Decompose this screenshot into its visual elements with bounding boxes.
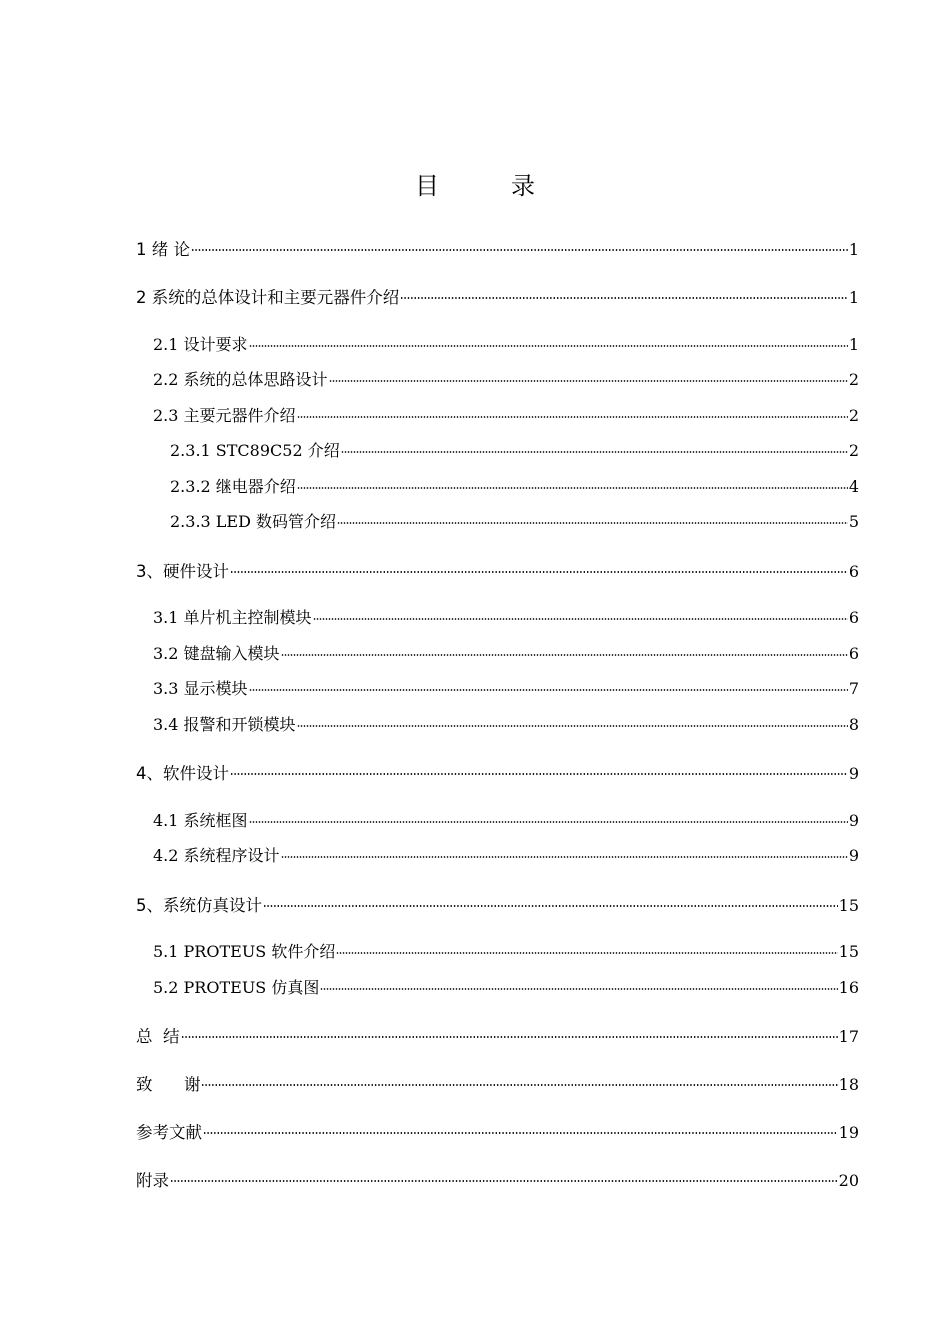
toc-entry-label: 2.3 主要元器件介绍 <box>153 406 296 425</box>
toc-dot-leader <box>329 380 848 382</box>
toc-entry-page: 16 <box>838 978 859 997</box>
toc-entry-page: 4 <box>848 477 859 496</box>
toc-dot-leader <box>336 952 837 954</box>
toc-dot-leader <box>297 725 848 727</box>
toc-dot-leader <box>181 1036 838 1038</box>
toc-entry-label: 总 结 <box>136 1027 180 1046</box>
toc-entry-label: 1 绪 论 <box>136 240 190 259</box>
toc-entry-page: 6 <box>848 644 859 663</box>
toc-entry-label: 4.2 系统程序设计 <box>153 846 280 865</box>
toc-entry[interactable] <box>153 939 859 963</box>
toc-entry-label: 3.4 报警和开锁模块 <box>153 715 296 734</box>
toc-entry-label: 3、硬件设计 <box>136 562 229 581</box>
toc-entry-label: 2.3.3 LED 数码管介绍 <box>170 512 337 531</box>
toc-entry[interactable] <box>153 843 859 867</box>
toc-entry-label: 参考文献 <box>136 1123 202 1142</box>
toc-dot-leader <box>297 416 848 418</box>
toc-entry-label: 5.2 PROTEUS 仿真图 <box>153 978 320 997</box>
toc-entry-page: 1 <box>848 240 859 259</box>
toc-dot-leader <box>337 522 848 524</box>
toc-dot-leader <box>341 451 848 453</box>
toc-dot-leader <box>249 821 848 823</box>
toc-entry[interactable] <box>153 641 859 665</box>
toc-entry-label: 致 谢 <box>136 1075 201 1094</box>
toc-entry-label: 4.1 系统框图 <box>153 811 248 830</box>
toc-dot-leader <box>249 345 848 347</box>
toc-entry[interactable] <box>136 1119 859 1143</box>
toc-entry[interactable] <box>153 367 859 391</box>
toc-entry[interactable] <box>153 712 859 736</box>
toc-entry[interactable] <box>136 1167 859 1191</box>
toc-dot-leader <box>400 297 848 299</box>
toc-entry-page: 17 <box>838 1027 859 1046</box>
toc-entry[interactable] <box>170 474 859 498</box>
toc-entry[interactable] <box>136 1023 859 1047</box>
toc-entry-label: 3.1 单片机主控制模块 <box>153 608 312 627</box>
toc-entry-page: 19 <box>838 1123 859 1142</box>
toc-entry-page: 6 <box>848 562 859 581</box>
toc-dot-leader <box>320 988 837 990</box>
toc-entry-label: 3.3 显示模块 <box>153 679 248 698</box>
toc-entry-page: 1 <box>848 288 859 307</box>
toc-dot-leader <box>263 905 838 907</box>
toc-entry[interactable] <box>170 509 859 533</box>
toc-dot-leader <box>297 487 848 489</box>
toc-entry-page: 2 <box>848 441 859 460</box>
toc-entry[interactable] <box>153 975 859 999</box>
page-title: 目 录 <box>415 172 559 200</box>
toc-entry-page: 15 <box>838 942 859 961</box>
toc-entry-label: 5.1 PROTEUS 软件介绍 <box>153 942 336 961</box>
toc-entry-page: 9 <box>848 846 859 865</box>
toc-entry-label: 2.1 设计要求 <box>153 335 248 354</box>
toc-entry-page: 18 <box>838 1075 859 1094</box>
toc-entry[interactable] <box>153 605 859 629</box>
toc-entry-label: 2.2 系统的总体思路设计 <box>153 370 328 389</box>
toc-entry-page: 5 <box>848 512 859 531</box>
toc-dot-leader <box>170 1180 838 1182</box>
toc-entry-page: 8 <box>848 715 859 734</box>
toc-entry[interactable] <box>136 892 859 916</box>
toc-entry-label: 2.3.2 继电器介绍 <box>170 477 296 496</box>
toc-entry-page: 2 <box>848 406 859 425</box>
toc-entry[interactable] <box>153 403 859 427</box>
toc-entry-label: 4、软件设计 <box>136 764 229 783</box>
toc-entry-page: 7 <box>848 679 859 698</box>
toc-entry-page: 6 <box>848 608 859 627</box>
toc-entry[interactable] <box>153 332 859 356</box>
toc-entry[interactable] <box>136 284 859 308</box>
toc-entry[interactable] <box>170 438 859 462</box>
toc-entry-page: 15 <box>838 896 859 915</box>
toc-dot-leader <box>230 571 848 573</box>
toc-entry[interactable] <box>153 676 859 700</box>
toc-dot-leader <box>201 1084 837 1086</box>
toc-entry-label: 2.3.1 STC89C52 介绍 <box>170 441 340 460</box>
toc-entry[interactable] <box>153 808 859 832</box>
toc-entry[interactable] <box>136 236 859 260</box>
toc-entry-page: 1 <box>848 335 859 354</box>
toc-dot-leader <box>281 654 848 656</box>
toc-dot-leader <box>281 856 848 858</box>
toc-entry[interactable] <box>136 760 859 784</box>
toc-entry-label: 附录 <box>136 1171 169 1190</box>
toc-entry-page: 2 <box>848 370 859 389</box>
toc-entry[interactable] <box>136 558 859 582</box>
toc-entry-label: 3.2 键盘输入模块 <box>153 644 280 663</box>
toc-entry-page: 9 <box>848 764 859 783</box>
toc-entry-page: 9 <box>848 811 859 830</box>
toc-dot-leader <box>230 773 848 775</box>
toc-entry-page: 20 <box>838 1171 859 1190</box>
toc-dot-leader <box>191 249 848 251</box>
toc-dot-leader <box>249 689 848 691</box>
toc-entry-label: 5、系统仿真设计 <box>136 896 262 915</box>
toc-dot-leader <box>203 1132 838 1134</box>
toc-dot-leader <box>313 618 848 620</box>
toc-entry[interactable] <box>136 1071 859 1095</box>
toc-entry-label: 2 系统的总体设计和主要元器件介绍 <box>136 288 400 307</box>
